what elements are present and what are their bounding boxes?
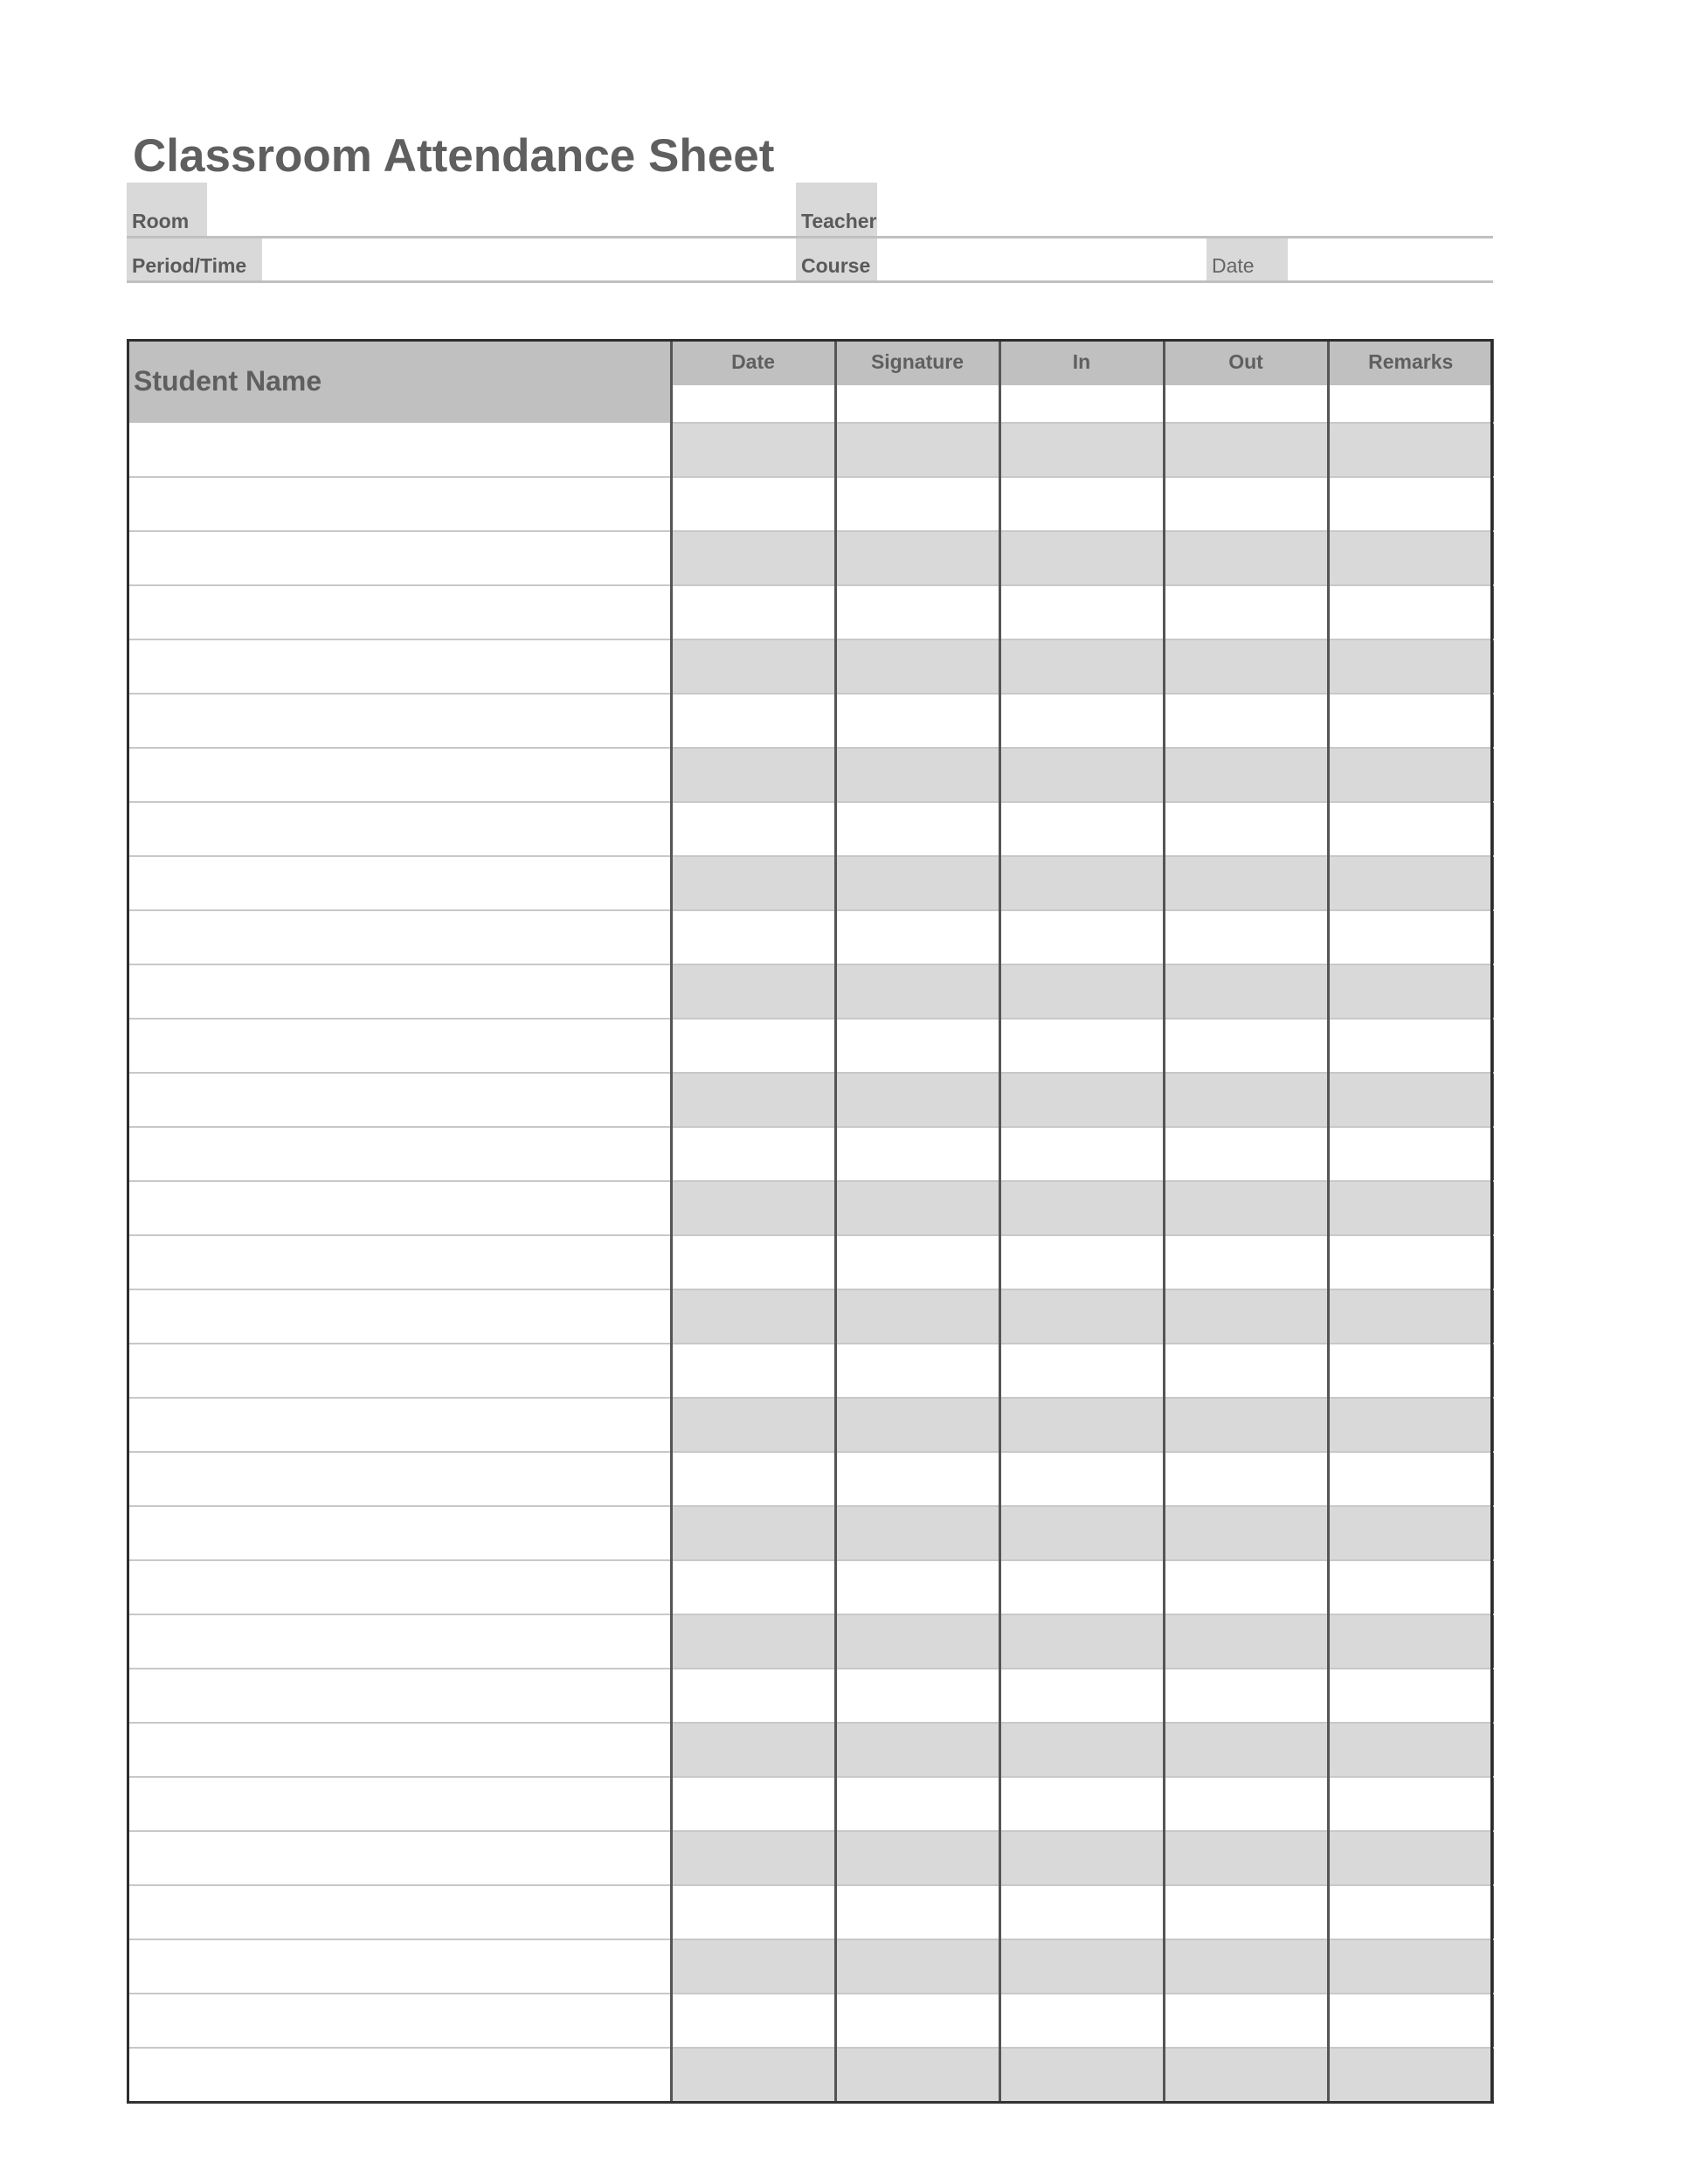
in-cell[interactable]: [999, 964, 1164, 1019]
student-name-cell[interactable]: [127, 856, 671, 910]
student-name-cell[interactable]: [127, 802, 671, 856]
remarks-cell[interactable]: [1328, 1669, 1493, 1723]
student-name-cell[interactable]: [127, 477, 671, 531]
out-cell[interactable]: [1164, 964, 1328, 1019]
date-cell[interactable]: [671, 856, 835, 910]
date-cell[interactable]: [671, 423, 835, 477]
out-cell[interactable]: [1164, 1073, 1328, 1127]
date-cell[interactable]: [671, 385, 835, 423]
table-row: [127, 531, 1493, 585]
out-cell[interactable]: [1164, 1398, 1328, 1452]
remarks-cell[interactable]: [1328, 1289, 1493, 1344]
out-cell[interactable]: [1164, 1506, 1328, 1560]
in-cell[interactable]: [999, 1398, 1164, 1452]
in-cell[interactable]: [999, 1344, 1164, 1398]
in-cell[interactable]: [999, 1019, 1164, 1073]
table-row: [127, 1073, 1493, 1127]
in-cell[interactable]: [999, 1723, 1164, 1777]
out-cell[interactable]: [1164, 531, 1328, 585]
date-cell[interactable]: [671, 694, 835, 748]
signature-cell[interactable]: [835, 964, 999, 1019]
remarks-cell[interactable]: [1328, 1181, 1493, 1235]
remarks-cell[interactable]: [1328, 910, 1493, 964]
remarks-cell[interactable]: [1328, 1777, 1493, 1831]
remarks-cell[interactable]: [1328, 1452, 1493, 1506]
signature-cell[interactable]: [835, 1289, 999, 1344]
remarks-cell[interactable]: [1328, 1398, 1493, 1452]
in-cell[interactable]: [999, 585, 1164, 639]
signature-cell[interactable]: [835, 910, 999, 964]
table-row: [127, 748, 1493, 802]
table-row: [127, 1127, 1493, 1181]
signature-cell[interactable]: [835, 1669, 999, 1723]
in-cell[interactable]: [999, 1181, 1164, 1235]
signature-cell[interactable]: [835, 1127, 999, 1181]
student-name-cell[interactable]: [127, 1831, 671, 1885]
table-row: [127, 694, 1493, 748]
out-cell[interactable]: [1164, 1885, 1328, 1939]
in-cell[interactable]: [999, 1560, 1164, 1614]
signature-cell[interactable]: [835, 802, 999, 856]
student-name-cell[interactable]: [127, 1344, 671, 1398]
remarks-cell[interactable]: [1328, 1019, 1493, 1073]
out-cell[interactable]: [1164, 1181, 1328, 1235]
remarks-cell[interactable]: [1328, 1939, 1493, 1994]
remarks-cell[interactable]: [1328, 1506, 1493, 1560]
in-cell[interactable]: [999, 1885, 1164, 1939]
course-field[interactable]: [796, 280, 1207, 283]
student-name-cell[interactable]: [127, 748, 671, 802]
out-cell[interactable]: [1164, 1560, 1328, 1614]
student-name-header: Student Name: [127, 339, 671, 423]
in-cell[interactable]: [999, 531, 1164, 585]
table-row: [127, 1344, 1493, 1398]
signature-cell[interactable]: [835, 1777, 999, 1831]
date-cell[interactable]: [671, 531, 835, 585]
date-cell[interactable]: [671, 639, 835, 694]
remarks-cell[interactable]: [1328, 1073, 1493, 1127]
signature-cell[interactable]: [835, 1344, 999, 1398]
student-name-cell[interactable]: [127, 964, 671, 1019]
student-name-cell[interactable]: [127, 1181, 671, 1235]
student-name-cell[interactable]: [127, 1019, 671, 1073]
table-row: [127, 423, 1493, 477]
out-cell[interactable]: [1164, 1723, 1328, 1777]
remarks-cell[interactable]: [1328, 1560, 1493, 1614]
table-row: [127, 585, 1493, 639]
student-name-cell[interactable]: [127, 1939, 671, 1994]
out-cell[interactable]: [1164, 1289, 1328, 1344]
signature-cell[interactable]: [835, 385, 999, 423]
student-name-cell[interactable]: [127, 1614, 671, 1669]
date-cell[interactable]: [671, 1019, 835, 1073]
out-cell[interactable]: [1164, 385, 1328, 423]
date-cell[interactable]: [671, 1939, 835, 1994]
attendance-table: [127, 339, 1494, 2104]
out-cell[interactable]: [1164, 1939, 1328, 1994]
date-cell[interactable]: [671, 1073, 835, 1127]
in-cell[interactable]: [999, 802, 1164, 856]
date-cell[interactable]: [671, 585, 835, 639]
date-cell[interactable]: [671, 1127, 835, 1181]
signature-cell[interactable]: [835, 2048, 999, 2102]
signature-cell[interactable]: [835, 1831, 999, 1885]
in-cell[interactable]: [999, 1994, 1164, 2048]
student-name-cell[interactable]: [127, 1235, 671, 1289]
signature-cell[interactable]: [835, 1398, 999, 1452]
student-name-cell[interactable]: [127, 910, 671, 964]
period-time-label: Period/Time: [127, 238, 262, 281]
signature-cell[interactable]: [835, 477, 999, 531]
out-cell[interactable]: [1164, 1831, 1328, 1885]
remarks-cell[interactable]: [1328, 856, 1493, 910]
out-cell[interactable]: [1164, 2048, 1328, 2102]
remarks-cell[interactable]: [1328, 1344, 1493, 1398]
student-name-cell[interactable]: [127, 1777, 671, 1831]
in-cell[interactable]: [999, 748, 1164, 802]
signature-cell[interactable]: [835, 694, 999, 748]
student-name-cell[interactable]: [127, 694, 671, 748]
student-name-cell[interactable]: [127, 1398, 671, 1452]
signature-cell[interactable]: [835, 1019, 999, 1073]
date-cell[interactable]: [671, 1181, 835, 1235]
table-row: [127, 910, 1493, 964]
out-cell[interactable]: [1164, 477, 1328, 531]
date-cell[interactable]: [671, 1669, 835, 1723]
date-cell[interactable]: [671, 1235, 835, 1289]
date-cell[interactable]: [671, 910, 835, 964]
date-cell[interactable]: [671, 1452, 835, 1506]
in-cell[interactable]: [999, 1669, 1164, 1723]
out-cell[interactable]: [1164, 1777, 1328, 1831]
remarks-cell[interactable]: [1328, 423, 1493, 477]
table-row: [127, 477, 1493, 531]
out-cell[interactable]: [1164, 1994, 1328, 2048]
out-cell[interactable]: [1164, 585, 1328, 639]
date-cell[interactable]: [671, 802, 835, 856]
student-name-cell[interactable]: [127, 1560, 671, 1614]
student-name-cell[interactable]: [127, 1669, 671, 1723]
in-cell[interactable]: [999, 639, 1164, 694]
table-row: [127, 639, 1493, 694]
remarks-cell[interactable]: [1328, 748, 1493, 802]
student-name-cell[interactable]: [127, 2048, 671, 2102]
out-cell[interactable]: [1164, 1669, 1328, 1723]
date-cell[interactable]: [671, 1777, 835, 1831]
remarks-cell[interactable]: [1328, 1723, 1493, 1777]
date-cell[interactable]: [671, 964, 835, 1019]
date-field[interactable]: [1207, 280, 1493, 283]
date-cell[interactable]: [671, 1560, 835, 1614]
date-cell[interactable]: [671, 1344, 835, 1398]
student-name-cell[interactable]: [127, 1073, 671, 1127]
column-header-out: Out: [1164, 339, 1328, 385]
in-cell[interactable]: [999, 1777, 1164, 1831]
date-cell[interactable]: [671, 1614, 835, 1669]
page-title: Classroom Attendance Sheet: [133, 130, 775, 182]
table-row: [127, 856, 1493, 910]
student-name-cell[interactable]: [127, 1885, 671, 1939]
student-name-cell[interactable]: [127, 1127, 671, 1181]
in-cell[interactable]: [999, 477, 1164, 531]
student-name-cell[interactable]: [127, 1723, 671, 1777]
remarks-cell[interactable]: [1328, 639, 1493, 694]
table-row: [127, 1560, 1493, 1614]
course-label: Course: [796, 238, 877, 281]
signature-cell[interactable]: [835, 1073, 999, 1127]
signature-cell[interactable]: [835, 1939, 999, 1994]
out-cell[interactable]: [1164, 423, 1328, 477]
table-body: [127, 423, 1493, 2102]
out-cell[interactable]: [1164, 1614, 1328, 1669]
out-cell[interactable]: [1164, 1344, 1328, 1398]
remarks-cell[interactable]: [1328, 477, 1493, 531]
signature-cell[interactable]: [835, 531, 999, 585]
in-cell[interactable]: [999, 1235, 1164, 1289]
student-name-cell[interactable]: [127, 639, 671, 694]
table-row: [127, 1289, 1493, 1344]
in-cell[interactable]: [999, 1831, 1164, 1885]
signature-cell[interactable]: [835, 856, 999, 910]
remarks-cell[interactable]: [1328, 1885, 1493, 1939]
table-row: [127, 1506, 1493, 1560]
in-cell[interactable]: [999, 2048, 1164, 2102]
out-cell[interactable]: [1164, 856, 1328, 910]
in-cell[interactable]: [999, 856, 1164, 910]
table-row: [127, 1885, 1493, 1939]
table-row: [127, 1777, 1493, 1831]
out-cell[interactable]: [1164, 802, 1328, 856]
in-cell[interactable]: [999, 1289, 1164, 1344]
table-row: [127, 1614, 1493, 1669]
in-cell[interactable]: [999, 910, 1164, 964]
table-row: [127, 1831, 1493, 1885]
table-row: [127, 1398, 1493, 1452]
date-cell[interactable]: [671, 1885, 835, 1939]
date-cell[interactable]: [671, 1398, 835, 1452]
student-name-cell[interactable]: [127, 585, 671, 639]
signature-cell[interactable]: [835, 1181, 999, 1235]
remarks-cell[interactable]: [1328, 2048, 1493, 2102]
column-header-date: Date: [671, 339, 835, 385]
out-cell[interactable]: [1164, 694, 1328, 748]
student-name-cell[interactable]: [127, 531, 671, 585]
in-cell[interactable]: [999, 1939, 1164, 1994]
remarks-cell[interactable]: [1328, 585, 1493, 639]
table-row: [127, 1939, 1493, 1994]
remarks-cell[interactable]: [1328, 802, 1493, 856]
signature-cell[interactable]: [835, 1506, 999, 1560]
teacher-label: Teacher: [796, 183, 877, 237]
table-row: [127, 1235, 1493, 1289]
remarks-cell[interactable]: [1328, 1235, 1493, 1289]
signature-cell[interactable]: [835, 1885, 999, 1939]
in-cell[interactable]: [999, 1506, 1164, 1560]
student-name-cell[interactable]: [127, 1452, 671, 1506]
signature-cell[interactable]: [835, 1994, 999, 2048]
date-cell[interactable]: [671, 1289, 835, 1344]
date-cell[interactable]: [671, 2048, 835, 2102]
table-row: [127, 1019, 1493, 1073]
in-cell[interactable]: [999, 1614, 1164, 1669]
student-name-cell[interactable]: [127, 1506, 671, 1560]
out-cell[interactable]: [1164, 1452, 1328, 1506]
signature-cell[interactable]: [835, 1723, 999, 1777]
in-cell[interactable]: [999, 694, 1164, 748]
signature-cell[interactable]: [835, 748, 999, 802]
date-cell[interactable]: [671, 1723, 835, 1777]
remarks-cell[interactable]: [1328, 531, 1493, 585]
table-row: [127, 1452, 1493, 1506]
remarks-cell[interactable]: [1328, 1831, 1493, 1885]
signature-cell[interactable]: [835, 1614, 999, 1669]
room-label: Room: [127, 183, 207, 237]
in-cell[interactable]: [999, 385, 1164, 423]
signature-cell[interactable]: [835, 585, 999, 639]
table-row: [127, 1994, 1493, 2048]
remarks-cell[interactable]: [1328, 964, 1493, 1019]
student-name-cell[interactable]: [127, 423, 671, 477]
signature-cell[interactable]: [835, 639, 999, 694]
out-cell[interactable]: [1164, 1019, 1328, 1073]
signature-cell[interactable]: [835, 1235, 999, 1289]
column-header-in: In: [999, 339, 1164, 385]
remarks-cell[interactable]: [1328, 694, 1493, 748]
table-header: [127, 339, 1493, 423]
student-name-cell[interactable]: [127, 1994, 671, 2048]
table-row: [127, 1181, 1493, 1235]
in-cell[interactable]: [999, 423, 1164, 477]
out-cell[interactable]: [1164, 748, 1328, 802]
signature-cell[interactable]: [835, 1452, 999, 1506]
table-row: [127, 802, 1493, 856]
out-cell[interactable]: [1164, 639, 1328, 694]
date-label: Date: [1207, 238, 1288, 281]
out-cell[interactable]: [1164, 1235, 1328, 1289]
date-cell[interactable]: [671, 748, 835, 802]
table-row: [127, 1669, 1493, 1723]
remarks-cell[interactable]: [1328, 1127, 1493, 1181]
out-cell[interactable]: [1164, 910, 1328, 964]
in-cell[interactable]: [999, 1452, 1164, 1506]
teacher-field[interactable]: [796, 236, 1493, 238]
table-row: [127, 2048, 1493, 2102]
column-header-remarks: Remarks: [1328, 339, 1493, 385]
column-header-signature: Signature: [835, 339, 999, 385]
in-cell[interactable]: [999, 1073, 1164, 1127]
date-cell[interactable]: [671, 1506, 835, 1560]
table-row: [127, 1723, 1493, 1777]
table-row: [127, 964, 1493, 1019]
in-cell[interactable]: [999, 1127, 1164, 1181]
signature-cell[interactable]: [835, 423, 999, 477]
signature-cell[interactable]: [835, 1560, 999, 1614]
period-time-field[interactable]: [127, 280, 796, 283]
remarks-cell[interactable]: [1328, 385, 1493, 423]
out-cell[interactable]: [1164, 1127, 1328, 1181]
remarks-cell[interactable]: [1328, 1994, 1493, 2048]
date-cell[interactable]: [671, 1831, 835, 1885]
date-cell[interactable]: [671, 477, 835, 531]
remarks-cell[interactable]: [1328, 1614, 1493, 1669]
date-cell[interactable]: [671, 1994, 835, 2048]
student-name-cell[interactable]: [127, 1289, 671, 1344]
